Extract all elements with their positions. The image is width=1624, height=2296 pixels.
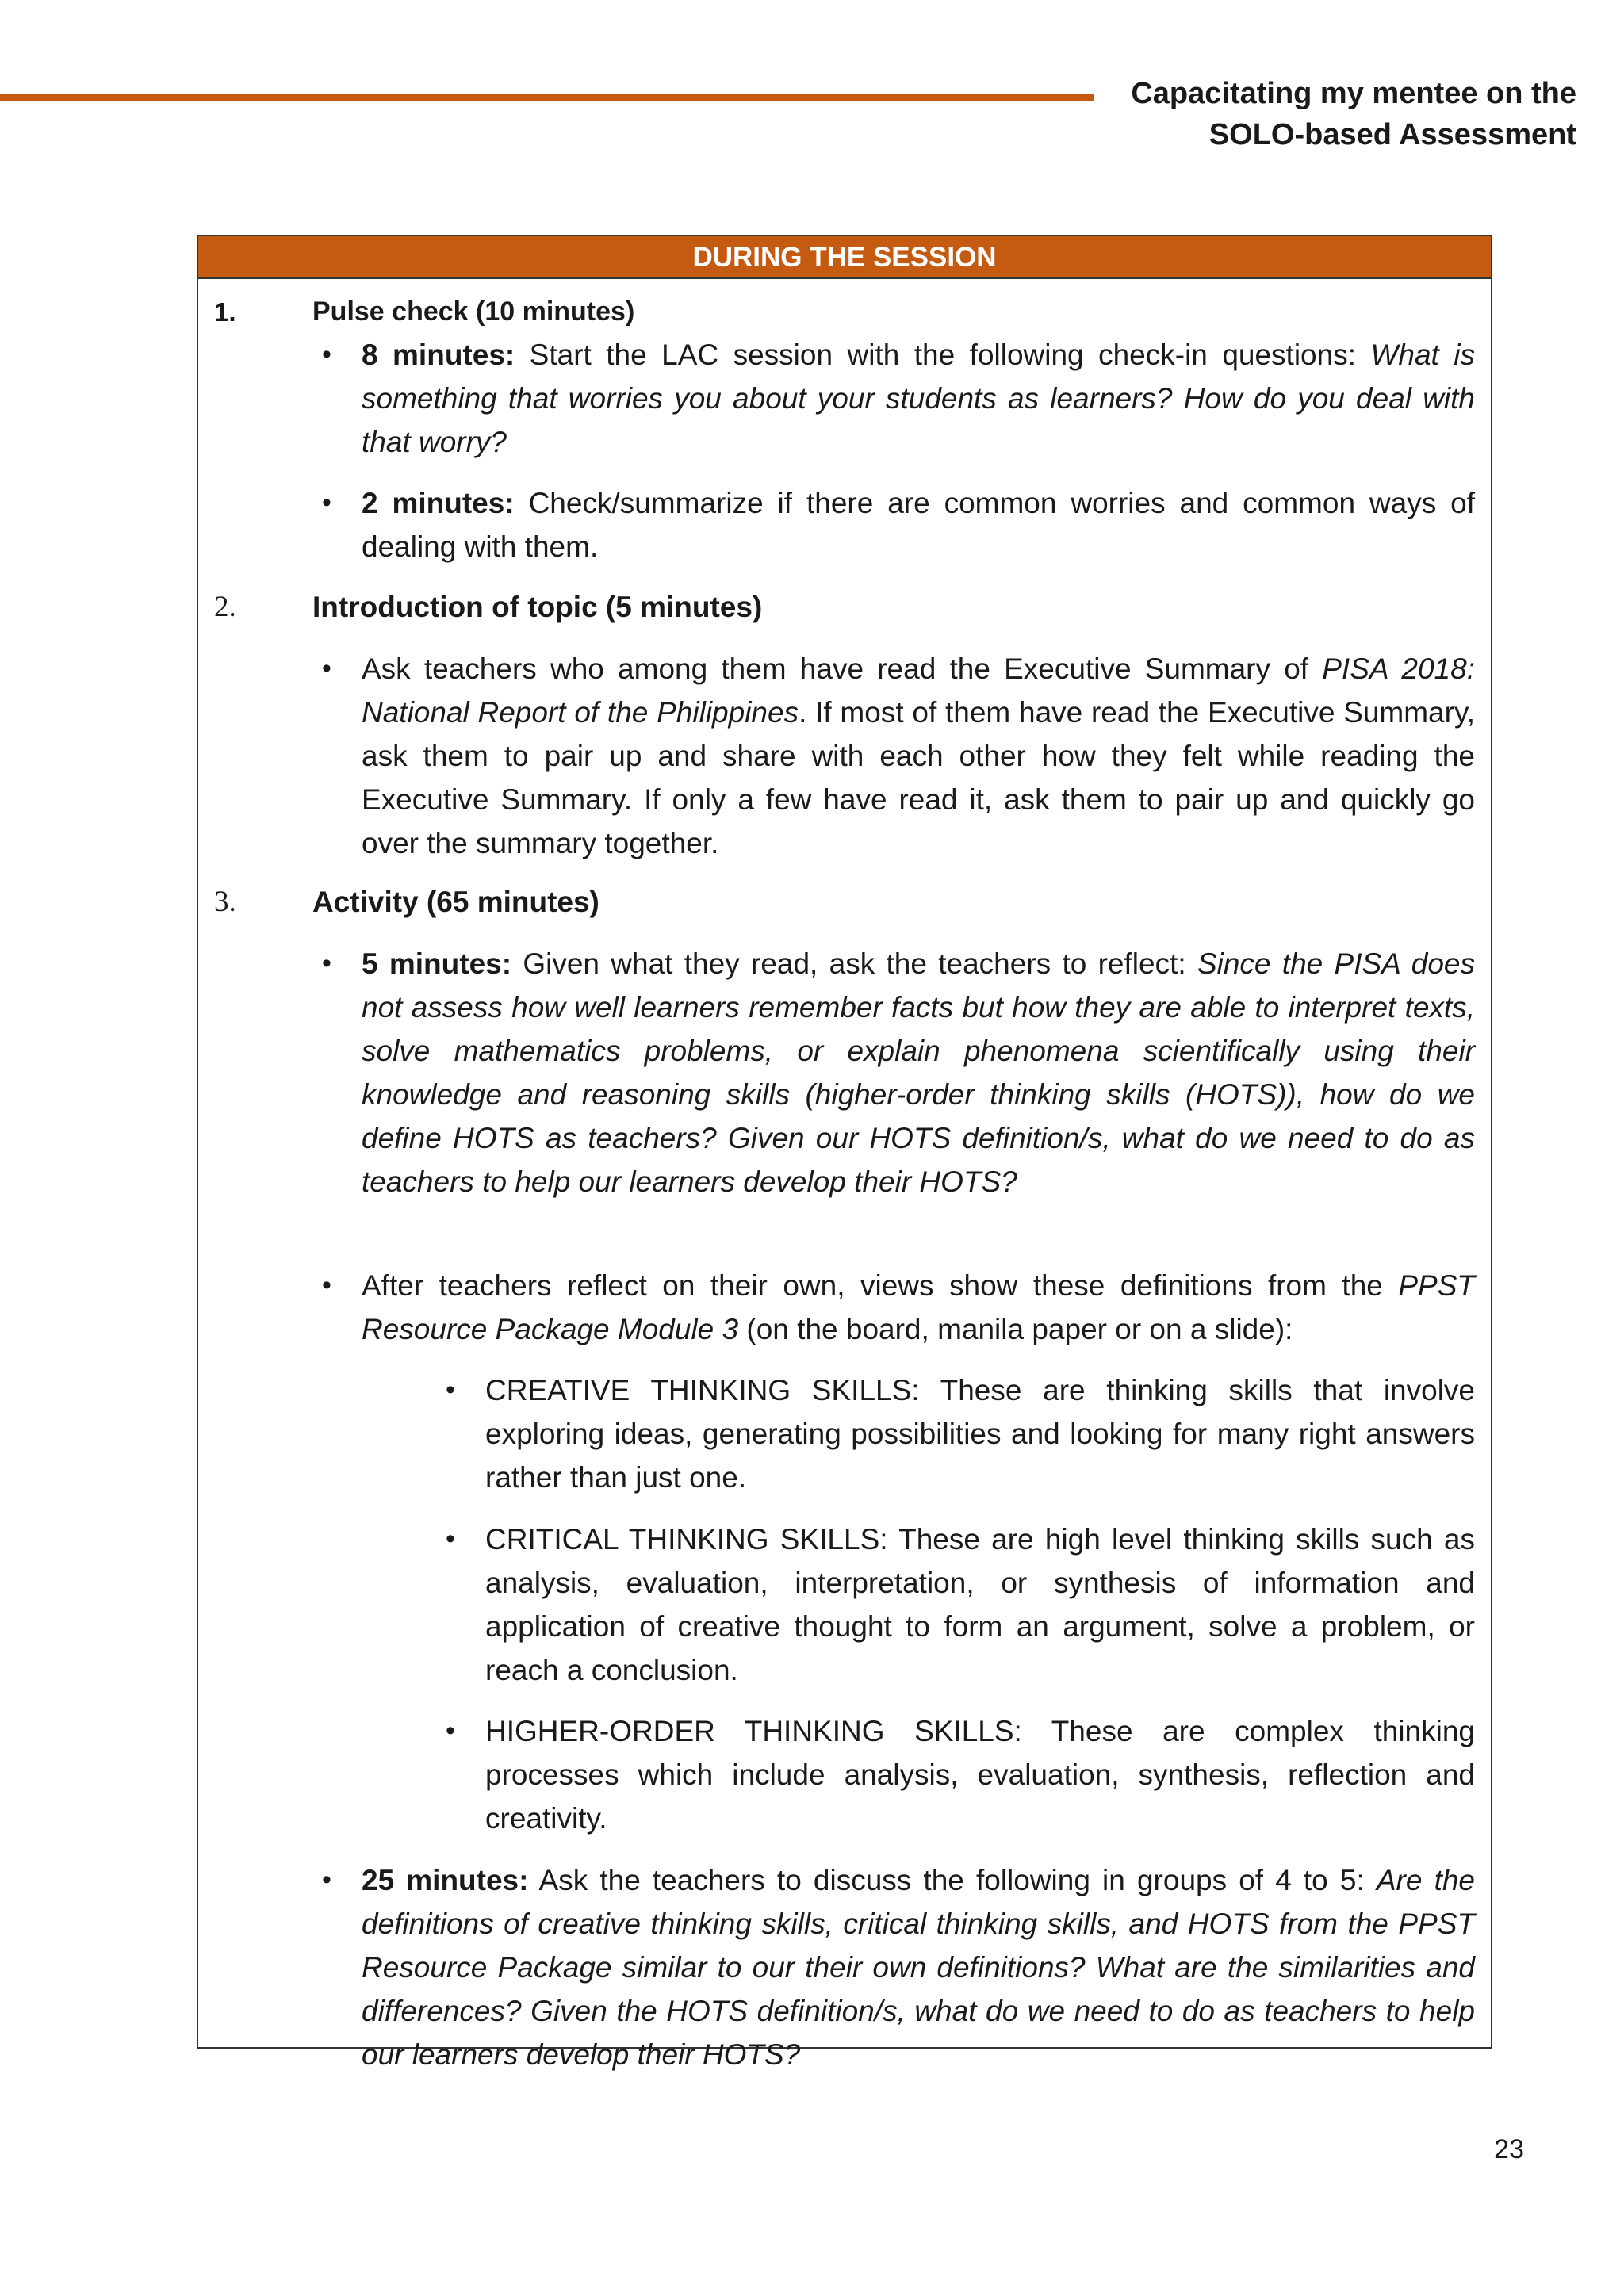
definition-higher-order-thinking [436,1709,1475,1840]
bullet-lead: 8 minutes: [362,339,515,371]
definition-text: CRITICAL THINKING SKILLS: These are high level thinking skills such as analysis, evaluation, interpretation, or synthesis of information and application of creative thought to form an argument, solve a problem, or reach a conclusion. [485,1523,1475,1686]
section-2-number: 2. [214,591,236,623]
definition-text: HIGHER-ORDER THINKING SKILLS: These are complex thinking processes which include analysis, evaluation, synthesis, reflection and creativity. [485,1715,1475,1835]
bullet-text: Start the LAC session with the following check-in questions: [515,339,1371,371]
bullet-lead: 25 minutes: [362,1864,529,1896]
section-1-title: Pulse check (10 minutes) [312,297,635,327]
bullet-question: Since the PISA does not assess how well learners remember facts but how they are able to interpret texts, solve mathematics problems, or explain phenomena scientifically using their knowledge and reasoning skills (higher-order thinking skills (HOTS)), how do we define HOTS as teachers? Given our HOTS definition/s, what do we need to do as teachers to help our learners develop their HOTS? [362,947,1475,1198]
definition-creative-thinking [436,1368,1475,1499]
bullet-text: Ask the teachers to discuss the following in groups of 4 to 5: [528,1864,1377,1896]
section-3-bullet-2 [312,1264,1475,1351]
bullet-text: Ask teachers who among them have read the Executive Summary of [362,652,1323,685]
bullet-text-continued: . If most of them have read the Executive Summary, ask them to pair up and share with each other how they felt while reading the Executive Summary. If only a few have read it, ask them to pair up and quickly go over the summary together. [362,696,1475,859]
bullet-text: After teachers reflect on their own, views show these definitions from the [362,1269,1399,1302]
session-box-header: DURING THE SESSION [198,236,1491,279]
section-1-bullet-2 [312,481,1475,568]
document-title [1021,73,1576,155]
bullet-text: Given what they read, ask the teachers to reflect: [511,947,1197,980]
section-2-bullet-1 [312,647,1475,865]
bullet-lead: 5 minutes: [362,947,512,980]
bullet-text-continued: (on the board, manila paper or on a slide): [738,1313,1293,1345]
definition-text: CREATIVE THINKING SKILLS: These are thinking skills that involve exploring ideas, generating possibilities and looking for many right answers rather than just one. [485,1374,1475,1494]
bullet-question: Are the definitions of creative thinking skills, critical thinking skills, and HOTS from the PPST Resource Package similar to our their own definitions? What are the similarities and differences? Given the HOTS definition/s, what do we need to do as teachers to help our learners develop their HOTS? [362,1864,1476,2071]
bullet-icon: • [322,339,331,369]
section-3-bullet-1 [312,942,1475,1203]
module-title: PPST Resource Package Module 3 [362,1269,1475,1345]
section-3-number: 3. [214,886,236,918]
section-3-bullet-3 [312,1858,1475,2076]
definition-critical-thinking [436,1517,1475,1692]
document-title-line-2: SOLO-based Assessment [1208,118,1576,151]
section-1-bullet-1 [312,333,1475,464]
bullet-icon: • [322,488,331,518]
report-title: PISA 2018: National Report of the Philippines [362,652,1475,729]
bullet-question: What is something that worries you about your students as learners? How do you deal with that worry? [362,339,1475,458]
section-1-number: 1. [214,297,236,327]
page-number: 23 [1494,2134,1524,2164]
bullet-icon: • [322,1865,331,1895]
bullet-icon: • [322,948,331,978]
header-rule [0,94,1094,101]
section-3-title: Activity (65 minutes) [312,886,599,918]
bullet-icon: • [322,1270,331,1300]
bullet-icon: • [446,1375,455,1405]
bullet-icon: • [446,1716,455,1746]
bullet-icon: • [446,1524,455,1554]
bullet-icon: • [322,653,331,683]
session-box [197,235,1492,2071]
document-title-line-1: Capacitating my mentee on the [1131,77,1576,110]
bullet-lead: 2 minutes: [362,487,515,519]
bullet-text: Check/summarize if there are common worries and common ways of dealing with them. [362,487,1475,563]
section-2-title: Introduction of topic (5 minutes) [312,591,763,623]
